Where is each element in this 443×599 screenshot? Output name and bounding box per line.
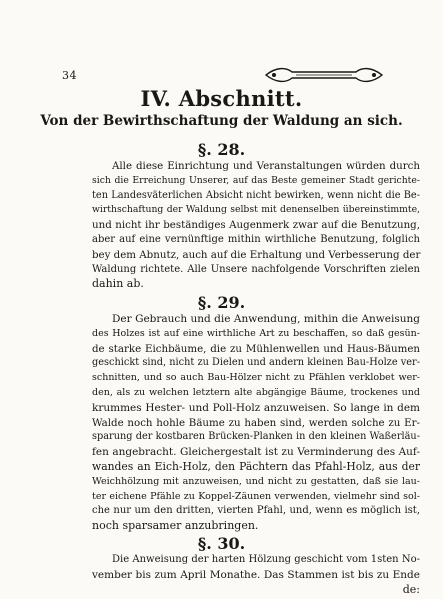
paragraph-30 <box>92 553 420 597</box>
page-number: 34 <box>62 69 77 82</box>
text-line: und nicht ihr beständiges Augenmerk zwar auf die Benutzung, <box>92 219 420 232</box>
text-line: des Holzes ist auf eine wirthliche Art zu beschaffen, so daß gesün- <box>92 327 420 339</box>
text-line: noch sparsamer anzubringen. <box>92 519 259 533</box>
text-line: Waldung richtete. Alle Unsere nachfolgende Vorschriften zielen <box>92 263 420 275</box>
text-line: wandes an Eich-Holz, den Pächtern das Pfahl-Holz, aus der <box>92 459 420 473</box>
text-line: schnitten, und so auch Bau-Hölzer nicht zu Pfählen verklobet wer- <box>92 372 420 384</box>
text-line: bey dem Abnutz, auch auf die Erhaltung und Verbesserung der <box>92 248 421 261</box>
text-line: krummes Hester- und Poll-Holz anzuweisen. So lange in dem <box>92 401 420 414</box>
decorative-cartouche <box>262 66 386 84</box>
paragraph-28 <box>92 159 420 292</box>
text-line: vember bis zum April Monathe. Das Stammen ist bis zu Ende <box>92 568 420 581</box>
text-line: ter eichene Pfähle zu Koppel-Zäunen verwenden, vielmehr sind sol- <box>92 490 420 502</box>
section-heading-28: §. 28. <box>197 140 246 159</box>
catchword: de: <box>402 582 420 596</box>
text-line: de starke Eichbäume, die zu Mühlenwellen und Haus-Bäumen <box>92 342 420 355</box>
text-line: geschickt sind, nicht zu Dielen und andern kleinen Bau-Holze ver- <box>92 357 420 369</box>
chapter-subtitle: Von der Bewirthschaftung der Waldung an sich. <box>40 113 403 129</box>
section-heading-30: §. 30. <box>197 534 246 553</box>
text-line: aber auf eine vernünftige mithin wirthliche Benutzung, folglich <box>92 233 420 245</box>
text-line: Alle diese Einrichtung und Veranstaltungen würden durch <box>112 160 420 172</box>
text-line: dahin ab. <box>92 277 144 291</box>
text-line: Die Anweisung der harten Hölzung geschicht vom 1sten No- <box>112 554 420 565</box>
text-line: ten Landesväterlichen Absicht nicht bewirken, wenn nicht die Be- <box>92 189 420 201</box>
chapter-title: IV. Abschnitt. <box>140 86 303 111</box>
text-line: che nur um den dritten, vierten Pfahl, und, wenn es möglich ist, <box>92 505 420 517</box>
text-line: Der Gebrauch und die Anwendung, mithin die Anweisung <box>112 313 420 325</box>
paragraph-29 <box>92 312 420 534</box>
text-line: den, als zu welchen letztern alte abgängige Bäume, trockenes und <box>92 386 420 398</box>
text-line: fen angebracht. Gleichergestalt ist zu Verminderung des Auf- <box>92 446 420 459</box>
text-line: wirthschaftung der Waldung selbst mit denenselben übereinstimmte, <box>92 204 420 216</box>
text-line: Walde noch hohle Bäume zu haben sind, werden solche zu Er- <box>92 416 420 429</box>
text-line: sparung der kostbaren Brücken-Planken in den kleinen Waßerläu- <box>92 431 420 443</box>
section-heading-29: §. 29. <box>197 293 246 312</box>
text-line: sich die Erreichung Unserer, auf das Beste gemeiner Stadt gerichte- <box>92 174 420 186</box>
text-line: Weichhölzung mit anzuweisen, und nicht zu gestatten, daß sie lau- <box>92 475 420 487</box>
